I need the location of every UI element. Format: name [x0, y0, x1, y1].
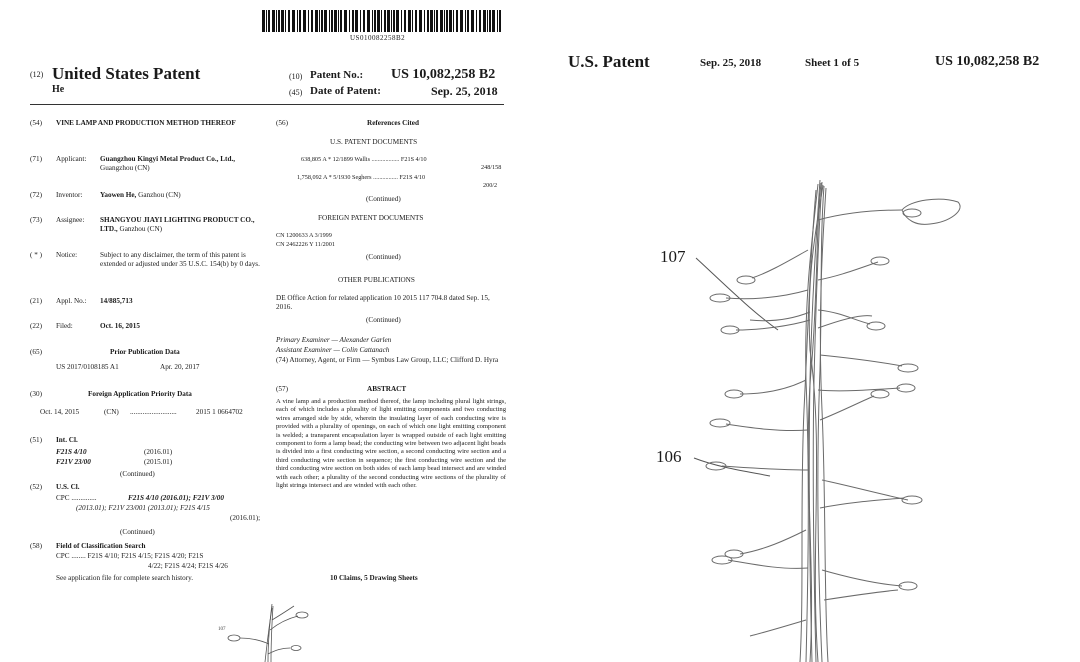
barcode-bar	[338, 10, 339, 32]
assignee-location: Ganzhou (CN)	[119, 225, 163, 233]
inid-code-21: (21)	[30, 297, 42, 305]
barcode-bar	[499, 10, 501, 32]
barcode-bar	[492, 10, 495, 32]
us-cl-label: U.S. Cl.	[56, 483, 80, 491]
prior-pub-date: Apr. 20, 2017	[160, 363, 200, 371]
barcode-bar	[404, 10, 406, 32]
barcode-bar	[324, 10, 327, 32]
barcode-bar	[460, 10, 463, 32]
claims-count: 10 Claims, 5 Drawing Sheets	[330, 574, 418, 582]
barcode-bar	[266, 10, 267, 32]
cpc-line-1: F21S 4/10 (2016.01); F21V 3/00	[128, 494, 224, 502]
field-of-search-heading: Field of Classification Search	[56, 542, 146, 550]
barcode-bar	[331, 10, 333, 32]
other-publication: DE Office Action for related application 10 2015 117 704.8 dated Sep. 15, 2016.	[276, 294, 490, 311]
barcode-bar	[391, 10, 392, 32]
continued-note: (Continued)	[120, 528, 155, 536]
inventor-surname: He	[52, 84, 65, 95]
barcode-bar	[412, 10, 413, 32]
barcode-bar	[396, 10, 399, 32]
barcode-bar	[483, 10, 486, 32]
inid-code-30: (30)	[30, 390, 42, 398]
barcode-bar	[363, 10, 365, 32]
int-cl-2-date: (2015.01)	[144, 458, 173, 466]
inid-code-71: (71)	[30, 155, 42, 163]
prior-pub-heading: Prior Publication Data	[110, 348, 180, 356]
us-reference-1: 638,805 A * 12/1899 Wallis .................. F21S 4/10	[301, 156, 427, 163]
us-reference-1-class: 248/158	[481, 164, 502, 171]
barcode-bar	[408, 10, 411, 32]
barcode-bar	[334, 10, 337, 32]
assignee-value	[100, 216, 265, 234]
barcode-bar	[292, 10, 295, 32]
barcode-bar	[349, 10, 350, 32]
vine-lamp-drawing	[640, 180, 980, 662]
inid-code-65: (65)	[30, 348, 42, 356]
notice-label: Notice:	[56, 251, 78, 259]
barcode-bar	[308, 10, 309, 32]
continued-note: (Continued)	[366, 316, 401, 324]
barcode-bar	[381, 10, 382, 32]
barcode-bar	[387, 10, 390, 32]
reference-numeral-106: 106	[656, 447, 682, 466]
reference-numeral-107: 107	[660, 247, 686, 266]
barcode-bar	[393, 10, 395, 32]
notice-marker: ( * )	[30, 251, 42, 259]
continued-note: (Continued)	[120, 470, 155, 478]
applicant-label: Applicant:	[56, 155, 87, 163]
us-reference-2-class: 200/2	[483, 182, 498, 189]
us-patent-documents-heading: U.S. PATENT DOCUMENTS	[330, 138, 418, 146]
abstract-text: A vine lamp and a production method thereof, the lamp including plural light strings, each of which includes a plurality of light emitting components and two conducting wires arranged side by side, wherein the insulating layer of each conducting wire is provided with a plurality of openings, on each of which one light emitting component is welded; a transparent encapsulation layer is wrapped outside of each light emitting component to form a lamp bead; the conducting wire between two adjacent light beads is divided into a first conducting wire section, a second conducting wire section and a third conducting wire section in sequence; the first conducting wire section and the third conducting wire section on both sides of each lamp bead intersect and are winded with each other; a plurality of the second conducting wire sections of the plurality of light strings intersect and are winded with each other.	[276, 398, 506, 490]
barcode-bar	[299, 10, 301, 32]
svg-text:107: 107	[218, 627, 226, 632]
patent-number: US 10,082,258 B2	[391, 67, 496, 82]
other-publications-heading: OTHER PUBLICATIONS	[338, 276, 415, 284]
foreign-patent-documents-heading: FOREIGN PATENT DOCUMENTS	[318, 214, 424, 222]
assistant-examiner: Assistant Examiner — Colin Cattanach	[276, 346, 390, 354]
drawing-sheet-date: Sep. 25, 2018	[700, 57, 762, 69]
assignee-label: Assignee:	[56, 216, 85, 224]
barcode-bar	[436, 10, 438, 32]
barcode-bar	[285, 10, 286, 32]
inid-code-52: (52)	[30, 483, 42, 491]
field-of-search-line-3: See application file for complete search history.	[56, 574, 194, 582]
cpc-line-3: (2016.01);	[230, 514, 261, 522]
abstract-heading: ABSTRACT	[367, 385, 407, 393]
document-title: United States Patent	[52, 64, 201, 83]
barcode-bar	[315, 10, 318, 32]
inid-code-45: (45)	[289, 88, 303, 97]
attorney-agent: (74) Attorney, Agent, or Firm — Symbus Law Group, LLC; Clifford D. Hyra	[276, 356, 499, 364]
inid-code-51: (51)	[30, 436, 42, 444]
notice-text: Subject to any disclaimer, the term of this patent is extended or adjusted under 35 U.S.C. 154(b) by 0 days.	[100, 251, 260, 268]
barcode-bar	[268, 10, 270, 32]
inventor-value	[100, 191, 265, 200]
barcode-bar	[377, 10, 380, 32]
prior-pub-number: US 2017/0108185 A1	[56, 363, 119, 371]
inid-code-73: (73)	[30, 216, 42, 224]
references-heading: References Cited	[367, 119, 419, 127]
barcode-bar	[281, 10, 284, 32]
applicant-value	[100, 155, 265, 173]
barcode-bar	[487, 10, 488, 32]
barcode-bar	[360, 10, 361, 32]
barcode-bar	[471, 10, 474, 32]
barcode	[262, 10, 504, 32]
barcode-bar	[401, 10, 402, 32]
inventor-label: Inventor:	[56, 191, 83, 199]
barcode-bar	[434, 10, 435, 32]
filed-label: Filed:	[56, 322, 73, 330]
barcode-bar	[430, 10, 433, 32]
barcode-bar	[355, 10, 358, 32]
barcode-bar	[465, 10, 466, 32]
int-cl-label: Int. Cl.	[56, 436, 78, 444]
barcode-bar	[344, 10, 347, 32]
primary-examiner: Primary Examiner — Alexander Garlen	[276, 336, 392, 344]
inid-code-57: (57)	[276, 385, 288, 393]
applicant-location: Guangzhou (CN)	[100, 164, 150, 172]
barcode-bar	[372, 10, 373, 32]
inid-code-58: (58)	[30, 542, 42, 550]
barcode-bar	[384, 10, 386, 32]
barcode-bar	[449, 10, 452, 32]
int-cl-1: F21S 4/10	[56, 448, 87, 456]
barcode-number: US010082258B2	[350, 34, 406, 42]
appl-no-label: Appl. No.:	[56, 297, 87, 305]
drawing-sheet-number: Sheet 1 of 5	[805, 57, 860, 69]
foreign-priority-country: (CN)	[104, 408, 119, 416]
int-cl-1-date: (2016.01)	[144, 448, 173, 456]
continued-note: (Continued)	[366, 195, 401, 203]
invention-title: VINE LAMP AND PRODUCTION METHOD THEREOF	[56, 119, 236, 127]
field-of-search-line-2: 4/22; F21S 4/24; F21S 4/26	[148, 562, 228, 570]
foreign-priority-leader: ..........................	[130, 408, 177, 416]
barcode-bar	[311, 10, 313, 32]
barcode-bar	[446, 10, 448, 32]
barcode-bar	[319, 10, 320, 32]
barcode-bar	[497, 10, 498, 32]
front-page-drawing-thumbnail	[210, 600, 330, 662]
us-reference-2: 1,758,092 A * 5/1930 Seghers ................ F21S 4/10	[297, 174, 426, 181]
appl-no: 14/885,713	[100, 297, 133, 305]
applicant-name: Guangzhou Kingyi Metal Product Co., Ltd.,	[100, 155, 236, 163]
inid-code-12: (12)	[30, 70, 44, 79]
foreign-priority-heading: Foreign Application Priority Data	[88, 390, 192, 398]
patent-number-label: Patent No.:	[310, 69, 364, 81]
barcode-bar	[374, 10, 376, 32]
foreign-priority-number: 2015 1 0664702	[196, 408, 243, 416]
int-cl-2: F21V 23/00	[56, 458, 91, 466]
drawing-sheet-patent-number: US 10,082,258 B2	[935, 54, 1040, 69]
field-of-search-line-1: CPC ........ F21S 4/10; F21S 4/15; F21S 4/20; F21S	[56, 552, 204, 560]
foreign-priority-date: Oct. 14, 2015	[40, 408, 80, 416]
inid-code-72: (72)	[30, 191, 42, 199]
barcode-bar	[456, 10, 458, 32]
barcode-bar	[272, 10, 275, 32]
continued-note: (Continued)	[366, 253, 401, 261]
inventor-name: Yaowen He,	[100, 191, 137, 199]
barcode-bar	[424, 10, 425, 32]
barcode-bar	[297, 10, 298, 32]
header-divider	[30, 104, 504, 105]
barcode-bar	[329, 10, 330, 32]
barcode-bar	[303, 10, 306, 32]
assignee-name: SHANGYOU JIAYI LIGHTING PRODUCT CO., LTD.,	[100, 216, 255, 233]
barcode-bar	[419, 10, 422, 32]
barcode-bar	[352, 10, 354, 32]
barcode-bar	[262, 10, 265, 32]
barcode-bar	[427, 10, 429, 32]
date-of-patent: Sep. 25, 2018	[431, 84, 498, 98]
date-of-patent-label: Date of Patent:	[310, 85, 381, 97]
barcode-bar	[340, 10, 342, 32]
inid-code-56: (56)	[276, 119, 288, 127]
barcode-bar	[278, 10, 280, 32]
barcode-bar	[444, 10, 445, 32]
barcode-bar	[479, 10, 481, 32]
barcode-bar	[288, 10, 290, 32]
barcode-bar	[440, 10, 443, 32]
foreign-reference-2: CN 2462226 Y 11/2001	[276, 241, 335, 248]
barcode-bar	[415, 10, 417, 32]
inid-code-22: (22)	[30, 322, 42, 330]
cpc-line-2: (2013.01); F21V 23/001 (2013.01); F21S 4/15	[76, 504, 210, 512]
barcode-bar	[276, 10, 277, 32]
foreign-reference-1: CN 1200633 A 3/1999	[276, 232, 332, 239]
filed-date: Oct. 16, 2015	[100, 322, 140, 330]
drawing-sheet-title: U.S. Patent	[568, 52, 650, 71]
barcode-bar	[453, 10, 454, 32]
cpc-label: CPC ..............	[56, 494, 97, 502]
barcode-bar	[367, 10, 370, 32]
inid-code-10: (10)	[289, 72, 303, 81]
barcode-bar	[467, 10, 469, 32]
inventor-location: Ganzhou (CN)	[138, 191, 181, 199]
barcode-bar	[489, 10, 491, 32]
inid-code-54: (54)	[30, 119, 42, 127]
barcode-bar	[321, 10, 323, 32]
barcode-bar	[476, 10, 477, 32]
